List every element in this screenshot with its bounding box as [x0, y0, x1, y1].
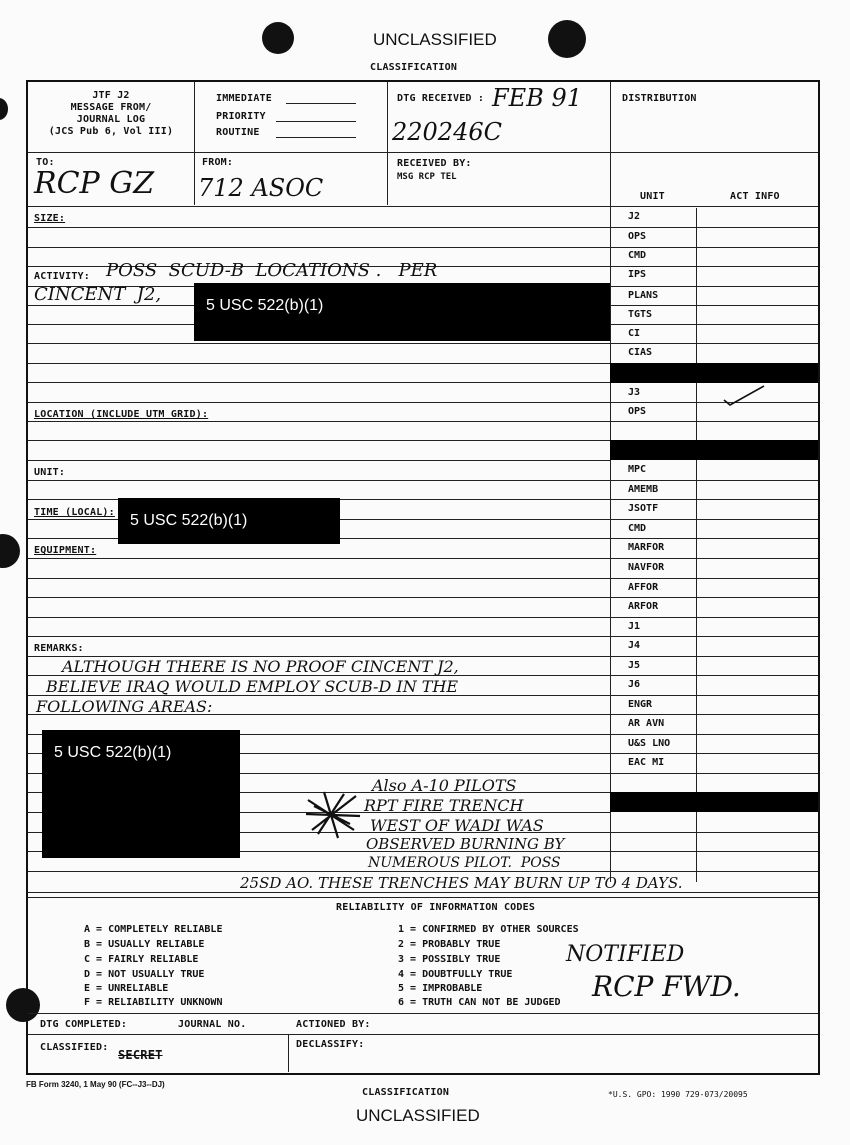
to-value: RCP GZ [34, 166, 155, 201]
dist-mpc: MPC [628, 464, 647, 475]
act-info-column-header: ACT INFO [730, 191, 780, 202]
info-code-6: 6 = TRUTH CAN NOT BE JUDGED [398, 997, 561, 1008]
dist-ops: OPS [628, 231, 647, 242]
reliability-title: RELIABILITY OF INFORMATION CODES [336, 902, 536, 913]
received-by-label: RECEIVED BY: [397, 158, 472, 169]
redaction-time: 5 USC 522(b)(1) [118, 498, 340, 544]
notes-hand-line-6: 25SD AO. THESE TRENCHES MAY BURN UP TO 4 DAYS. [240, 874, 683, 892]
dist-ops-2: OPS [628, 406, 647, 417]
unit-column-header: UNIT [640, 191, 665, 202]
location-label: LOCATION (INCLUDE UTM GRID): [34, 409, 209, 420]
dist-j2: J2 [628, 211, 641, 222]
source-code-d: D = NOT USUALLY TRUE [84, 969, 205, 980]
dist-j1: J1 [628, 621, 641, 632]
top-classification-label: CLASSIFICATION [370, 62, 458, 73]
dtg-hand-date: FEB 91 [492, 84, 582, 112]
remarks-label: REMARKS: [34, 643, 84, 654]
check-mark-icon [722, 384, 766, 406]
info-code-2: 2 = PROBABLY TRUE [398, 939, 501, 950]
notes-hand-line-4: OBSERVED BURNING BY [366, 835, 565, 853]
dist-marfor: MARFOR [628, 542, 665, 553]
dist-tgts: TGTS [628, 309, 653, 320]
notes-hand-line-5: NUMEROUS PILOT. POSS [368, 855, 561, 871]
notes-hand-line-2: RPT FIRE TRENCH [364, 796, 524, 815]
precedence-immediate-label: IMMEDIATE [216, 93, 272, 104]
classified-struck-value: SECRET [118, 1048, 163, 1062]
activity-label: ACTIVITY: [34, 271, 90, 282]
punch-hole-top-right [548, 20, 586, 58]
info-code-1: 1 = CONFIRMED BY OTHER SOURCES [398, 924, 579, 935]
dist-us-lno: U&S LNO [628, 738, 671, 749]
from-value: 712 ASOC [198, 174, 324, 202]
activity-hand-line-1: POSS SCUD-B LOCATIONS . PER [106, 260, 438, 281]
source-code-f: F = RELIABILITY UNKNOWN [84, 997, 223, 1008]
source-code-a: A = COMPLETELY RELIABLE [84, 924, 223, 935]
dist-arfor: ARFOR [628, 601, 659, 612]
dist-affor: AFFOR [628, 582, 659, 593]
classified-label: CLASSIFIED: [40, 1042, 109, 1053]
scribble-mark-icon [304, 790, 364, 840]
dtg-completed-label: DTG COMPLETED: [40, 1019, 128, 1030]
dist-cias: CIAS [628, 347, 653, 358]
dist-jsotf: JSOTF [628, 503, 659, 514]
dist-j4: J4 [628, 640, 641, 651]
info-code-3: 3 = POSSIBLY TRUE [398, 954, 501, 965]
origin-block: JTF J2 MESSAGE FROM/ JOURNAL LOG (JCS Pub 6, Vol III) [48, 90, 174, 137]
distribution-redaction-bar-1 [610, 363, 818, 383]
to-label: TO: [36, 157, 55, 168]
msg-rcp-tel-label: MSG RCP TEL [397, 172, 457, 182]
info-code-5: 5 = IMPROBABLE [398, 983, 483, 994]
dist-navfor: NAVFOR [628, 562, 665, 573]
activity-hand-line-2: CINCENT J2, [34, 284, 162, 305]
dist-j5: J5 [628, 660, 641, 671]
dist-cmd: CMD [628, 250, 647, 261]
punch-hole-left-mid [0, 534, 20, 568]
rcp-fwd-hand: RCP FWD. [592, 970, 741, 1003]
size-label: SIZE: [34, 213, 66, 224]
source-code-c: C = FAIRLY RELIABLE [84, 954, 199, 965]
remarks-hand-line-1: ALTHOUGH THERE IS NO PROOF CINCENT J2, [62, 657, 459, 676]
distribution-redaction-bar-3 [610, 792, 818, 812]
top-unclassified-marking: UNCLASSIFIED [373, 30, 497, 49]
distribution-redaction-bar-2 [610, 440, 818, 460]
unit-label: UNIT: [34, 467, 66, 478]
source-code-e: E = UNRELIABLE [84, 983, 169, 994]
notified-hand: NOTIFIED [566, 942, 685, 967]
precedence-priority-label: PRIORITY [216, 111, 266, 122]
equipment-label: EQUIPMENT: [34, 545, 97, 556]
dist-j6: J6 [628, 679, 641, 690]
notes-hand-line-1: Also A-10 PILOTS [372, 776, 517, 795]
dist-j3: J3 [628, 387, 641, 398]
dtg-received-label: DTG RECEIVED : [397, 93, 485, 104]
time-label: TIME (LOCAL): [34, 507, 115, 518]
punch-hole-top-left [262, 22, 294, 54]
dist-amemb: AMEMB [628, 484, 659, 495]
form-id: FB Form 3240, 1 May 90 (FC--J3--DJ) [26, 1080, 165, 1089]
dist-cmd-2: CMD [628, 523, 647, 534]
actioned-by-label: ACTIONED BY: [296, 1019, 371, 1030]
dist-engr: ENGR [628, 699, 653, 710]
info-code-4: 4 = DOUBTFULLY TRUE [398, 969, 513, 980]
punch-hole-left-top [0, 98, 8, 120]
source-code-b: B = USUALLY RELIABLE [84, 939, 205, 950]
distribution-label: DISTRIBUTION [622, 93, 697, 104]
dist-eac-mi: EAC MI [628, 757, 665, 768]
remarks-hand-line-3: FOLLOWING AREAS: [36, 697, 213, 716]
from-label: FROM: [202, 157, 234, 168]
bottom-classification-label: CLASSIFICATION [362, 1087, 450, 1098]
gpo-imprint: *U.S. GPO: 1990 729-073/20095 [608, 1090, 748, 1099]
redaction-activity: 5 USC 522(b)(1) [194, 283, 610, 341]
remarks-hand-line-2: BELIEVE IRAQ WOULD EMPLOY SCUB-D IN THE [46, 677, 459, 696]
dist-ar-avn: AR AVN [628, 718, 665, 729]
dtg-hand-time: 220246C [392, 118, 502, 146]
dist-plans: PLANS [628, 290, 659, 301]
declassify-label: DECLASSIFY: [296, 1039, 365, 1050]
dist-ips: IPS [628, 269, 647, 280]
redaction-remarks: 5 USC 522(b)(1) [42, 730, 240, 858]
journal-no-label: JOURNAL NO. [178, 1019, 247, 1030]
precedence-routine-label: ROUTINE [216, 127, 260, 138]
dist-ci: CI [628, 328, 641, 339]
bottom-unclassified-marking: UNCLASSIFIED [356, 1106, 480, 1125]
notes-hand-line-3: WEST OF WADI WAS [370, 816, 544, 835]
